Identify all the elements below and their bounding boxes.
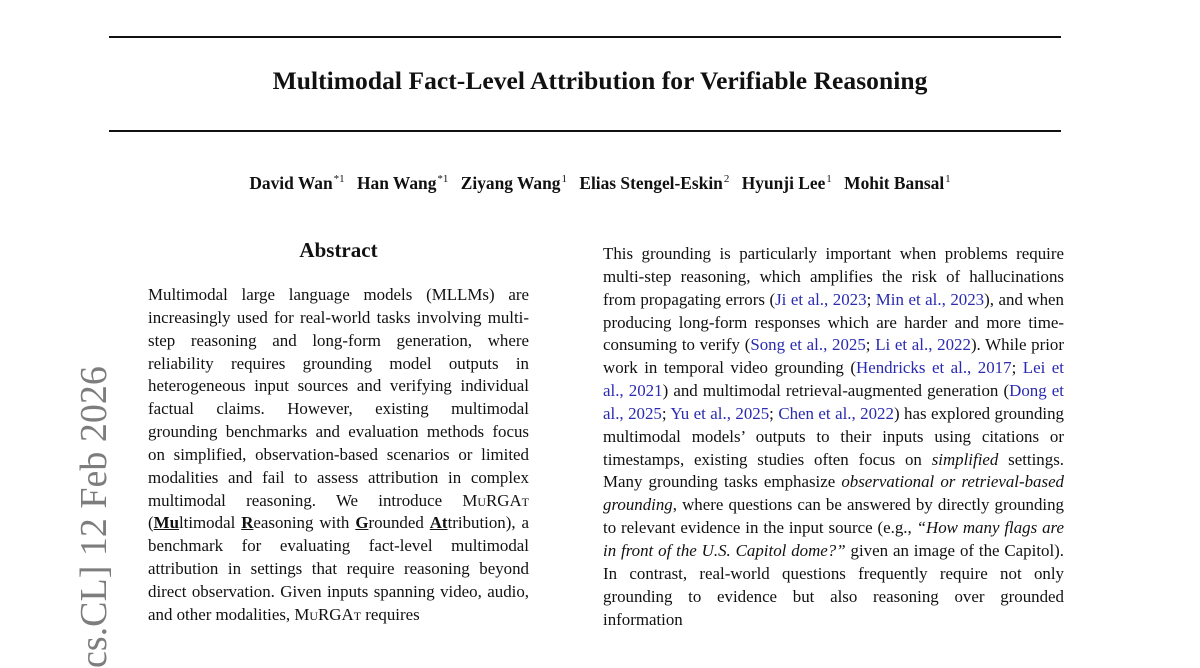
abstract-heading: Abstract (299, 238, 378, 262)
citation-link[interactable]: Dong et al., 2025 (603, 381, 1064, 423)
bottom-rule (109, 130, 1061, 132)
author: David Wan$^{*1}$ (249, 173, 345, 193)
benchmark-name: MuRGAt (462, 490, 529, 510)
citation-link[interactable]: Chen et al., 2022 (778, 403, 894, 423)
citation-link[interactable]: Song et al., 2025 (750, 335, 866, 355)
arxiv-side-stamp: cs.CL] 12 Feb 2026 (73, 366, 115, 668)
citation-link[interactable]: Lei et al., 2021 (603, 358, 1064, 401)
citation-link[interactable]: Yu et al., 2025 (670, 403, 770, 423)
citation-link[interactable]: Min et al., 2023 (875, 289, 985, 309)
top-rule (109, 36, 1061, 38)
author: Mohit Bansal$^1$ (844, 173, 951, 193)
author: Elias Stengel-Eskin$^2$ (579, 173, 730, 193)
citation-link[interactable]: Hendricks et al., 2017 (856, 358, 1012, 378)
introduction-body: This grounding is particularly important when problems require multi-step reasoning, which amplifies the risk of hallucinations from propagating errors (Ji et al., 2023; Min et al., 2023), and when producing long-form responses which are harder and more time-consuming to verify (Song et al., 2025; Li et al., 2022). While prior work in temporal video grounding (Hendricks et al., 2017; Lei et al., 2021) and multimodal retrieval-augmented generation (Dong et al., 2025; Yu et al., 2025; Chen et al., 2022) has explored grounding multimodal models’ outputs to their inputs using citations or timestamps, existing studies often focus on simplified settings. Many grounding tasks emphasize observational or retrieval-based grounding, where questions can be answered by directly grounding to relevant evidence in the input source (e.g., “How many flags are in front of the U.S. Capitol dome?” given an image of the Capitol). In contrast, real-world questions frequently require not only grounding to evidence but also reasoning over grounded information (603, 244, 1065, 629)
citation-link[interactable]: Ji et al., 2023 (775, 289, 867, 309)
abstract-body: Multimodal large language models (MLLMs) are increasingly used for real-world tasks involving multi-step reasoning and long-form generation, where reliability requires grounding model outputs in heterogeneous input sources and verifying individual factual claims. However, existing multimodal grounding benchmarks and evaluation methods focus on simplified, observation-based scenarios or limited modalities and fail to assess attribution in complex multimodal reasoning. We introduce MuRGAt (Multimodal Reasoning with Grounded Attribution), a benchmark for evaluating fact-level multimodal attribution in settings that require reasoning beyond direct observation. Given inputs spanning video, audio, and other modalities, MuRGAt requires (148, 285, 530, 624)
benchmark-name: MuRGAt (294, 604, 362, 624)
author: Hyunji Lee$^1$ (741, 173, 832, 193)
author: Han Wang$^{*1}$ (356, 173, 449, 193)
citation-link[interactable]: Li et al., 2022 (875, 335, 971, 355)
author-list (0, 173, 1200, 194)
paper-title: Multimodal Fact-Level Attribution for Verifiable Reasoning (272, 66, 928, 95)
author: Ziyang Wang$^1$ (460, 173, 567, 193)
